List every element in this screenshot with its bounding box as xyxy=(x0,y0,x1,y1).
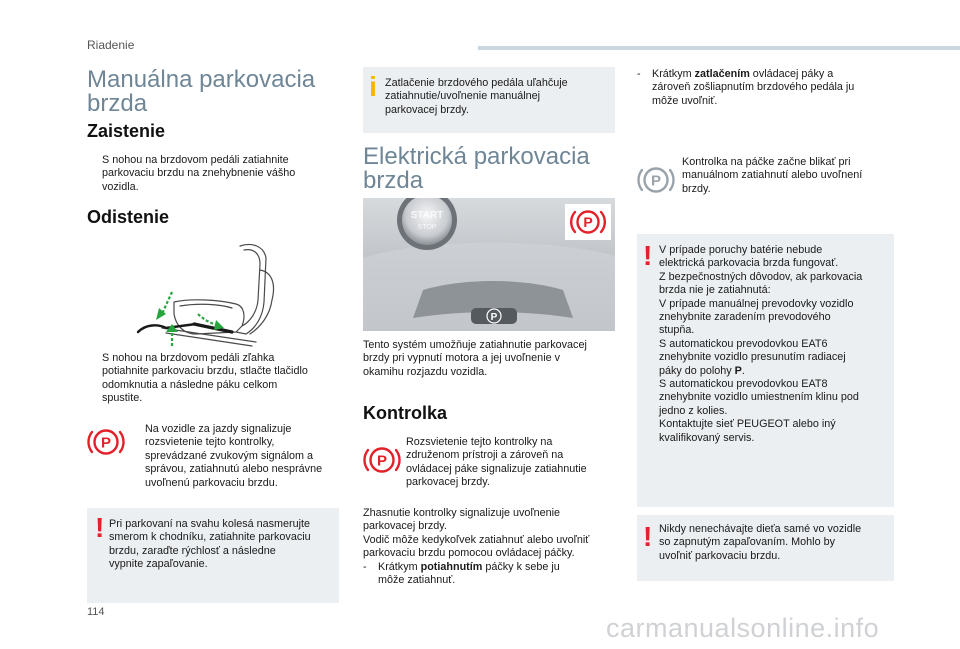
zaistenie-heading: Zaistenie xyxy=(87,121,166,141)
seat-brake-illustration xyxy=(132,240,290,348)
section-label: Riadenie xyxy=(87,38,135,52)
pull-dash-item: - Krátkym potiahnutím páčky k sebe ju môže zatiahnuť. xyxy=(363,561,560,587)
push-dash-item: - Krátkym zatlačením ovládacej páky a zároveň zošliapnutím brzdového pedála ju môže uvoľniť. xyxy=(637,68,855,107)
child-warning-box: ! Nikdy nenechávajte dieťa samé vo vozidle so zapnutým zapaľovaním. Mohlo by uvoľniť parkovaciu brzdu. xyxy=(637,515,894,581)
svg-text:START: START xyxy=(410,210,444,221)
kontrolka-light-text: Rozsvietenie tejto kontrolky na združenom prístroji a zároveň na ovládacej páke signalizuje zatiahnutie parkovacej brzdy. xyxy=(406,436,587,489)
kontrolka-off-text: Zhasnutie kontrolky signalizuje uvoľnenie parkovacej brzdy. Vodič môže kedykoľvek zatiahnuť alebo uvoľniť parkovaciu brzdu pomocou ovládacej páčky. xyxy=(363,507,590,560)
dash-marker: - xyxy=(637,68,641,80)
console-photo xyxy=(363,198,615,331)
watermark: carmanualsonline.info xyxy=(606,613,880,643)
svg-text:P: P xyxy=(583,214,593,230)
svg-text:STOP: STOP xyxy=(417,224,437,231)
svg-text:P: P xyxy=(100,434,112,452)
page-number: 114 xyxy=(87,606,105,618)
parking-brake-light-icon xyxy=(362,442,402,478)
warning-exclamation-icon: ! xyxy=(643,521,653,552)
parking-brake-warning-icon xyxy=(86,424,126,460)
slope-warning-box: ! Pri parkovaní na svahu kolesá nasmerujte smerom k chodníku, zatiahnite parkovaciu brzdu, zaraďte rýchlosť a následne vypnite zapaľovanie. xyxy=(87,508,339,603)
warning-exclamation-icon: ! xyxy=(95,512,105,543)
svg-text:P: P xyxy=(650,172,662,190)
svg-text:P: P xyxy=(490,312,498,323)
blink-text: Kontrolka na páčke začne blikať pri manuálnom zatiahnutí alebo uvoľnení brzdy. xyxy=(682,156,863,195)
odistenie-heading: Odistenie xyxy=(87,207,170,227)
electric-brake-title: Elektrická parkovacia brzda xyxy=(363,143,590,194)
dash-marker: - xyxy=(363,561,367,573)
svg-text:P: P xyxy=(376,452,388,470)
inset-parking-brake-icon xyxy=(565,204,611,240)
manual-brake-title: Manuálna parkovacia brzda xyxy=(87,66,316,117)
header-bar xyxy=(478,46,960,50)
parking-brake-blink-icon xyxy=(636,162,676,198)
info-box: i Zatlačenie brzdového pedála uľahčuje zatiahnutie/uvoľnenie manuálnej parkovacej brzdy. xyxy=(363,67,615,133)
zaistenie-bullet: S nohou na brzdovom pedáli zatiahnite parkovaciu brzdu na znehybnenie vášho vozidla. xyxy=(102,154,296,193)
warning-exclamation-icon: ! xyxy=(643,240,653,271)
info-icon: i xyxy=(369,71,377,102)
battery-warning-box: ! V prípade poruchy batérie nebude elektrická parkovacia brzda fungovať. Z bezpečnostných dôvodov, ak parkovacia brzda nie je zatiahnutá: V prípade manuálnej prevodovky vozidlo znehybnite zaradením prevodového stupňa. S automatickou prevodovkou EAT6 znehybnite vozidlo presunutím radiacej páky do polohy P. S automatickou prevodovkou EAT8 znehybnite vozidlo umiestnením klinu pod jedno z kolies. Kontaktujte sieť PEUGEOT alebo iný kvalifikovaný servis. xyxy=(637,234,894,507)
warning-light-text: Na vozidle za jazdy signalizuje rozsvietenie tejto kontrolky, sprevádzané zvukovým signálom a správou, zatiahnutú alebo nesprávne uvoľnenú parkovaciu brzdu. xyxy=(145,423,323,489)
electric-intro: Tento systém umožňuje zatiahnutie parkovacej brzdy pri vypnutí motora a jej uvoľnenie v okamihu rozjazdu vozidla. xyxy=(363,339,587,378)
odistenie-bullet: S nohou na brzdovom pedáli zľahka potiahnite parkovaciu brzdu, stlačte tlačidlo odomknutia a následne páku celkom spustite. xyxy=(102,352,308,405)
kontrolka-heading: Kontrolka xyxy=(363,403,448,423)
